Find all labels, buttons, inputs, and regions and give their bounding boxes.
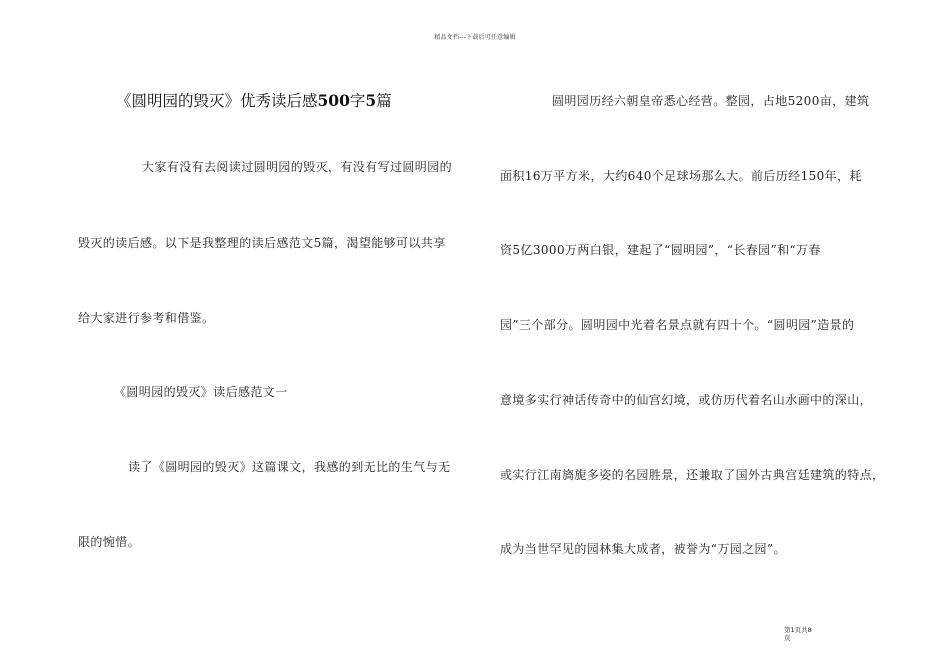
paragraph-line: 读了《圆明园的毁灭》这篇课文，我感的到无比的生气与无	[128, 460, 451, 474]
paragraph-line: 园”三个部分。圆明园中光着名景点就有四十个。“圆明园”造景的	[500, 318, 855, 332]
paragraph-line: 或实行江南旖旎多姿的名园胜景，还兼取了国外古典宫廷建筑的特点，	[500, 468, 885, 482]
section-heading: 《圆明园的毁灭》读后感范文一	[114, 385, 288, 399]
page-number-line: 第1页共8	[784, 626, 812, 634]
paragraph-line: 毁灭的读后感。以下是我整理的读后感范文5篇，渴望能够可以共享	[78, 236, 446, 250]
title-prefix: 《圆明园的毁灭》优秀读后感	[116, 92, 318, 110]
page-number-line: 页	[784, 634, 791, 642]
title-suffix: 篇	[376, 92, 392, 110]
header-note: 精品文档---下载后可任意编辑	[434, 34, 516, 41]
paragraph-line: 给大家进行参考和借鉴。	[78, 311, 215, 325]
page-number	[784, 626, 832, 642]
paragraph-line: 大家有没有去阅读过圆明园的毁灭，有没有写过圆明园的	[142, 160, 453, 174]
paragraph-line: 圆明园历经六朝皇帝悉心经营。整园，占地5200亩，建筑	[552, 94, 870, 108]
paragraph-line: 面积16万平方米，大约640个足球场那么大。前后历经150年，耗	[500, 169, 862, 183]
title-mid: 字	[349, 92, 366, 110]
paragraph-line: 意境多实行神话传奇中的仙宫幻境，或仿历代着名山水画中的深山，	[500, 393, 873, 407]
paragraph-line: 成为当世罕见的园林集大成者，被誉为“万园之园”。	[500, 542, 786, 556]
document-title	[116, 92, 392, 110]
paragraph-line: 资5亿3000万两白银，建起了“圆明园”，“长春园”和“万春	[500, 243, 821, 257]
title-number: 500	[317, 91, 350, 110]
paragraph-line: 限的惋惜。	[78, 535, 141, 549]
title-count: 5	[365, 91, 377, 110]
